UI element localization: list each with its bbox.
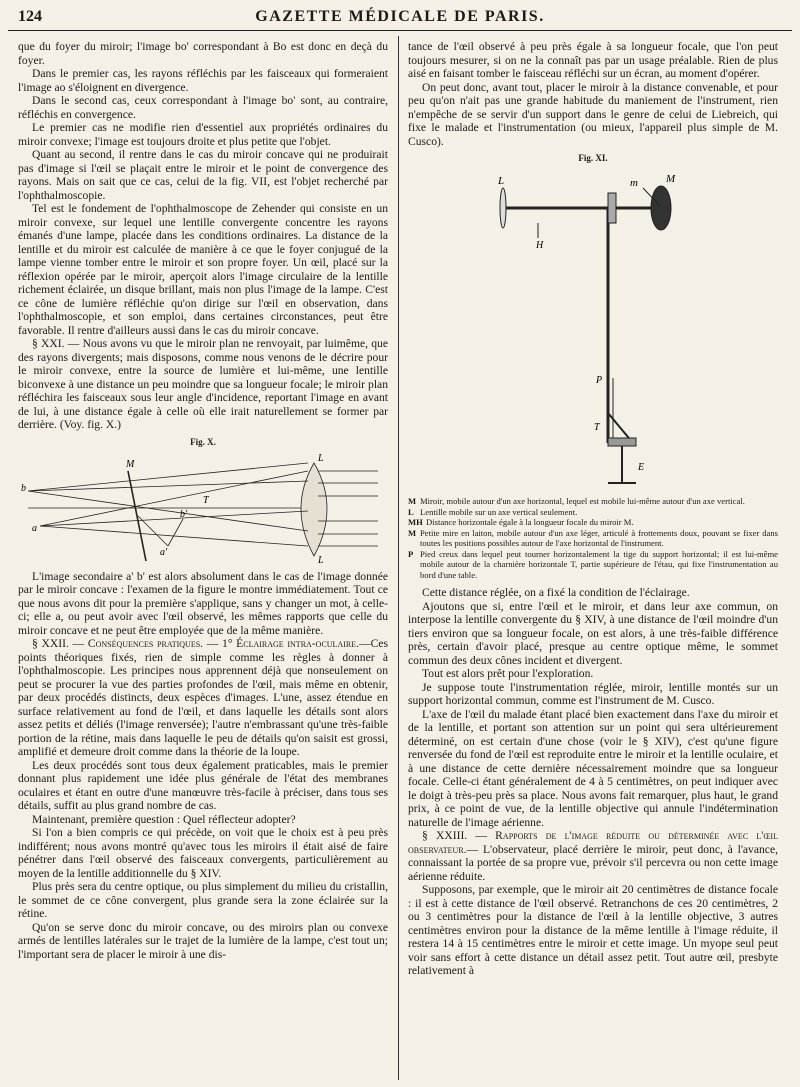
label-P: P [596, 374, 603, 386]
paragraph: Cette distance réglée, on a fixé la condition de l'éclairage. [422, 586, 690, 599]
legend-key: M [408, 496, 417, 506]
figure-xi-legend [408, 496, 778, 580]
paragraph: Supposons, par exemple, que le miroir ait 20 centimètres de distance focale : il est à cette distance de l'œil observé. Retranchons de ces 20 centimètres, 2 ou 3 centimètres pour la distance de l'œil à la lentille objective, 3 autres centimètres environ pour la distance de la même lentille à l'image réduite, il restera 14 à 15 centimètres entre le miroir et cette image. Un myope seul peut voir sans effort à cette distance un détail assez petit. Tout autre œil, presbyte relativement à [408, 883, 778, 977]
paragraph [408, 829, 778, 883]
figure-xi-diagram [408, 168, 778, 493]
label-L-bottom: L [318, 555, 324, 566]
label-m: m [630, 176, 638, 189]
paragraph: Dans le second cas, ceux correspondant à l'image bo' sont, au contraire, réfléchis en convergence. [18, 94, 388, 121]
legend-text: Petite mire en laiton, mobile autour d'un axe léger, articulé à frottements doux, pouvant se fixer dans toutes les positions possibles autour de l'axe horizontal de l'instrument. [420, 527, 778, 548]
paragraph: que du foyer du miroir; l'image bo' correspondant à Bo est donc en deçà du foyer. [18, 40, 388, 67]
section-heading: § XXIII. — Rapports de l'image réduite ou déterminée avec l'œil observateur. [408, 829, 778, 856]
paragraph: tance de l'œil observé à peu près égale à sa longueur focale, que l'on peut toujours mesurer, si on ne la connaît pas par un usage préalable. Rien de plus aisé en faisant tomber le faisceau réfléchi sur un écran, au moment d'opérer. [408, 40, 778, 80]
page-number: 124 [18, 8, 42, 25]
legend-key: P [408, 548, 414, 559]
paragraph-body: — L'observateur, placé derrière le miroir, peut donc, à l'avance, connaissant la portée de sa propre vue, prévoir s'il percevra ou non cette image aérienne réduite. [408, 842, 778, 883]
legend-item [408, 496, 778, 507]
legend-text: Miroir, mobile autour d'un axe horizontal, lequel est mobile lui-même autour d'un axe vertical. [420, 496, 745, 506]
paragraph: Plus près sera du centre optique, ou plus simplement du milieu du cristallin, le sommet de ce cône convergent, plus grande sera la zone éclairée sur la rétine. [18, 880, 388, 920]
paragraph: Maintenant, première question : Quel réflecteur adopter? [32, 812, 296, 826]
paragraph: § XXI. — Nous avons vu que le miroir plan ne renvoyait, par luimême, que des rayons divergents; mais disposons, comme nous venons de le décrire pour le miroir convexe, entre la source de lumière et lui-même, une lentille biconvexe à une distance un peu moindre que sa longueur focale; le miroir plan réfléchira les faisceaux sous leur angle d'incidence, reportant l'image en avant de lui, à une distance égale à celle où elle irait naturellement se former par derrière. (Voy. fig. X.) [18, 337, 388, 431]
right-column [408, 40, 778, 1080]
paragraph: Quant au second, il rentre dans le cas du miroir concave qui ne produirait pas d'image si l'œil se plaçait entre le miroir et le point de convergence des rayons. Mais on sait que ce cas, celui de la fig. VII, est l'objet recherché par l'ophthalmoscopie. [18, 148, 388, 202]
paragraph: Ajoutons que si, entre l'œil et le miroir, et dans leur axe commun, on interpose la lentille convergente du § XIV, à une distance de l'œil moindre d'un tiers environ que sa longueur focale, on est alors, à une très-faible différence près, certain d'avoir placé, presque au centre optique même, le sommet commun des deux cônes incident et divergent. [408, 599, 778, 667]
paragraph: Le premier cas ne modifie rien d'essentiel aux propriétés ordinaires du miroir convexe; l'image est toujours droite et plus petite que l'objet. [18, 121, 388, 148]
label-L: L [498, 174, 505, 187]
paragraph-body: —Ces points théoriques fixés, rien de simple comme les règles à donner à l'ophthalmoscopie. Les principes nous apprennent déjà que nonseulement on peut se procurer la vue des parties profondes de l'œil, mais même en obtenir, par deux procédés distincts, deux espèces d'images. L'une, assez étendue en surface relativement au fond de l'œil, et dans laquelle les détails sont alors assez petits et déliés (l'image renversée); l'autre n'embrassant qu'une très-faible portion de la rétine, mais dans laquelle le peu de détails qu'on saisit est grossi, amplifié et demeure droit comme dans la théorie de la loupe. [18, 637, 388, 758]
journal-title: GAZETTE MÉDICALE DE PARIS. [255, 8, 545, 25]
label-T: T [203, 495, 209, 506]
paragraph: Si l'on a bien compris ce qui précède, on voit que le choix est à peu près indifférent; nous avons montré qu'avec tous les miroirs il était aisé de faire pénétrer dans l'œil observé des faisceaux convergents, particulièrement au moyen de la lentille additionnelle du § XIV. [18, 826, 388, 880]
label-E: E [638, 461, 645, 473]
legend-item [408, 517, 778, 528]
legend-key: M [408, 527, 417, 538]
label-a: a [32, 523, 37, 534]
legend-item [408, 507, 778, 518]
label-T: T [594, 421, 600, 433]
legend-text: Pied creux dans lequel peut tourner horizontalement la tige du support horizontal; il est lui-même mobile autour de la charnière horizontale T, partie supérieure de l'étau, qui fixe l'instrumentation au bord d'une table. [420, 548, 778, 580]
legend-text: Lentille mobile sur un axe vertical seulement. [420, 506, 578, 517]
paragraph: L'image secondaire a' b' est alors absolument dans le cas de l'image donnée par le miroir concave : l'examen de la figure le montre immédiatement. Tout ce que nous avons dit pour la première s'applique, sans y changer un mot, à celle-ci; elle a, ou peut avoir avec l'œil observé, les mêmes rapports que celle du miroir concave et ne peut être employée que de la même manière. [18, 569, 388, 637]
label-b-prime: b' [180, 509, 188, 520]
legend-text: Distance horizontale égale à la longueur focale du miroir M. [426, 517, 634, 527]
label-b: b [21, 483, 26, 494]
figure-x-caption: Fig. X. [190, 436, 216, 447]
column-divider [398, 36, 399, 1080]
paragraph: Qu'on se serve donc du miroir concave, ou des miroirs plan ou convexe armés de lentilles latérales sur le trajet de la lumière de la lampe, c'est tout un; l'important sera de placer le miroir à une dis- [18, 920, 388, 961]
paragraph: Je suppose toute l'instrumentation réglée, miroir, lentille montés sur un support horizontal commun, comme est l'instrument de M. Cusco. [408, 680, 778, 707]
paragraph: On peut donc, avant tout, placer le miroir à la distance convenable, et pour peu qu'on n'ait pas une grande habitude du maniement de l'instrument, rien n'empêche de se servir d'un support dans le genre de celui de Liebreich, qui fixe le malade et l'instrumentation (ou mieux, l'appareil plus simple de M. Cusco). [408, 80, 778, 148]
label-H: H [536, 239, 544, 251]
figure-x-diagram [18, 451, 388, 566]
legend-item [408, 549, 778, 581]
label-M: M [666, 172, 676, 185]
section-heading: § XXII. — Conséquences pratiques. — 1° Éclairage intra-oculaire. [32, 637, 360, 650]
paragraph: L'axe de l'œil du malade étant placé bien exactement dans l'axe du miroir et de la lentille, et portant son attention sur un point qui sera ultérieurement déterminé, on est certain d'une chose (voir le § XIV), c'est qu'une figure renversée du fond de l'œil est reproduite entre le miroir et la lentille oculaire, et à une distance de cette dernière nécessairement moindre que sa longueur focale. Celle-ci étant généralement de 4 à 5 centimètres, on peut indiquer avec le doigt à très-peu près sa place. Nous avons fait remarquer, plus haut, le grand prix, à ce point de vue, de la lentille objective qui annule l'indétermination naturelle de l'image aérienne. [408, 707, 778, 829]
label-a-prime: a' [160, 547, 168, 558]
label-M: M [126, 459, 135, 470]
legend-key: MH [408, 517, 423, 527]
left-column [18, 40, 388, 1080]
paragraph [18, 637, 388, 759]
paragraph: Dans le premier cas, les rayons réfléchis par les faisceaux qui formeraient l'image ao s'éloignent en divergence. [18, 67, 388, 94]
paragraph: Tout est alors prêt pour l'exploration. [422, 667, 594, 680]
paragraph: Les deux procédés sont tous deux également praticables, mais le premier donnant plus rapidement une idée plus générale de l'état des membranes oculaires et étant en outre d'une manœuvre très-facile à préciser, dans tous ses détails, suffit au plus grand nombre de cas. [18, 758, 388, 812]
figure-xi-caption: Fig. XI. [578, 153, 608, 163]
legend-item [408, 528, 778, 549]
label-L-top: L [318, 453, 324, 464]
paragraph: Tel est le fondement de l'ophthalmoscope de Zehender qui consiste en un miroir convexe, sur lequel une lentille convergente concentre les rayons émanés d'une lampe, placée dans les conditions ordinaires. La distance de la lentille et du miroir est calculée de manière à ce que le foyer conjugué de la lampe vienne tomber entre le miroir et son propre foyer. Un œil, placé sur la réflexion opérée par le miroir, aperçoit alors l'image circulaire de la lentille richement éclairée, un disque brillant, mais non plus l'image de la lampe. C'est ce cône de lumière réfléchie qu'on dirige sur l'œil en observation, dans l'ophthalmoscopie, et son emploi, dans certaines circonstances, peut être favorable. Il rentre d'ailleurs aussi dans le cas du miroir concave. [18, 202, 388, 337]
page-header [8, 8, 792, 31]
legend-key: L [408, 506, 414, 517]
